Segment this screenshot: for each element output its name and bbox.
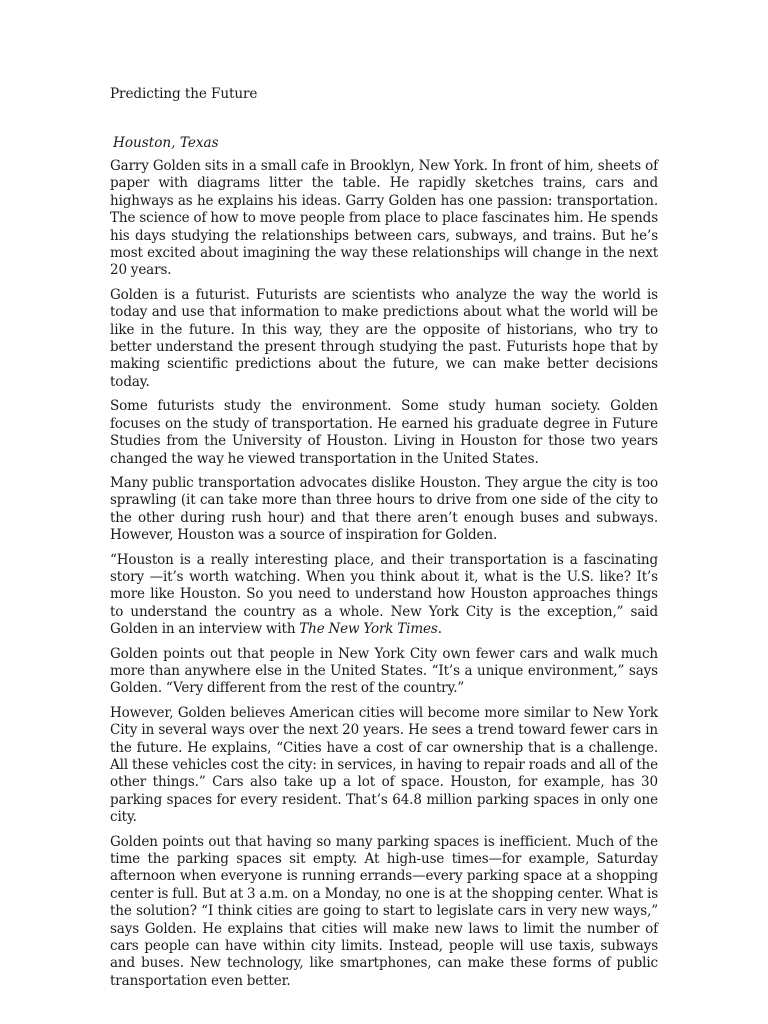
paragraph-8: Golden points out that having so many parking spaces is inefficient. Much of the time the parking spaces sit empty. At high-use times—for example, Saturday afternoon when everyone is running errands—every parking space at a shopping center is full. But at 3 a.m. on a Monday, no one is at the shopping center. What is the solution? “I think cities are going to start to legislate cars in very new ways,” says Golden. He explains that cities will make new laws to limit the number of cars people can have within city limits. Instead, people will use taxis, subways and buses. New technology, like smartphones, can make these forms of public transportation even better. — [110, 833, 658, 989]
paragraph-5 — [110, 552, 658, 639]
article-body — [110, 158, 658, 997]
paragraph-7: However, Golden believes American cities will become more similar to New York City in several ways over the next 20 years. He sees a trend toward fewer cars in the future. He explains, “Cities have a cost of car ownership that is a challenge. All these vehicles cost the city: in services, in having to repair roads and all of the other things.” Cars also take up a lot of space. Houston, for example, has 30 parking spaces for every resident. That’s 64.8 million parking spaces in only one city. — [110, 704, 658, 826]
paragraph-2: Golden is a futurist. Futurists are scientists who analyze the way the world is today and use that information to make predictions about what the world will be like in the future. In this way, they are the opposite of historians, who try to better understand the present through studying the past. Futurists hope that by making scientific predictions about the future, we can make better decisions today. — [110, 286, 658, 390]
paragraph-1: Garry Golden sits in a small cafe in Brooklyn, New York. In front of him, sheets of paper with diagrams litter the table. He rapidly sketches trains, cars and highways as he explains his ideas. Garry Golden has one passion: transportation. The science of how to move people from place to place fascinates him. He spends his days studying the relationships between cars, subways, and trains. But he’s most excited about imagining the way these relationships will change in the next 20 years. — [110, 158, 658, 279]
publication-name: The New York Times — [299, 621, 438, 638]
paragraph-3: Some futurists study the environment. Some study human society. Golden focuses on the study of transportation. He earned his graduate degree in Future Studies from the University of Houston. Living in Houston for those two years changed the way he viewed transportation in the United States. — [110, 398, 658, 467]
paragraph-5-text: “Houston is a really interesting place, and their transportation is a fascinating story —it’s worth watching. When you think about it, what is the U.S. like? It’s more like Houston. So you need to understand how Houston approaches things to understand the country as a whole. New York City is the exception,” said Golden in an interview with — [110, 551, 658, 638]
paragraph-4: Many public transportation advocates dislike Houston. They argue the city is too sprawling (it can take more than three hours to drive from one side of the city to the other during rush hour) and that there aren’t enough buses and subways. However, Houston was a source of inspiration for Golden. — [110, 474, 658, 544]
paragraph-5-end: . — [437, 621, 442, 638]
dateline: Houston, Texas — [113, 135, 219, 151]
paragraph-6: Golden points out that people in New York City own fewer cars and walk much more than anywhere else in the United States. “It’s a unique environment,” says Golden. “Very different from the rest of the country.” — [110, 645, 658, 697]
document-title: Predicting the Future — [110, 86, 258, 102]
